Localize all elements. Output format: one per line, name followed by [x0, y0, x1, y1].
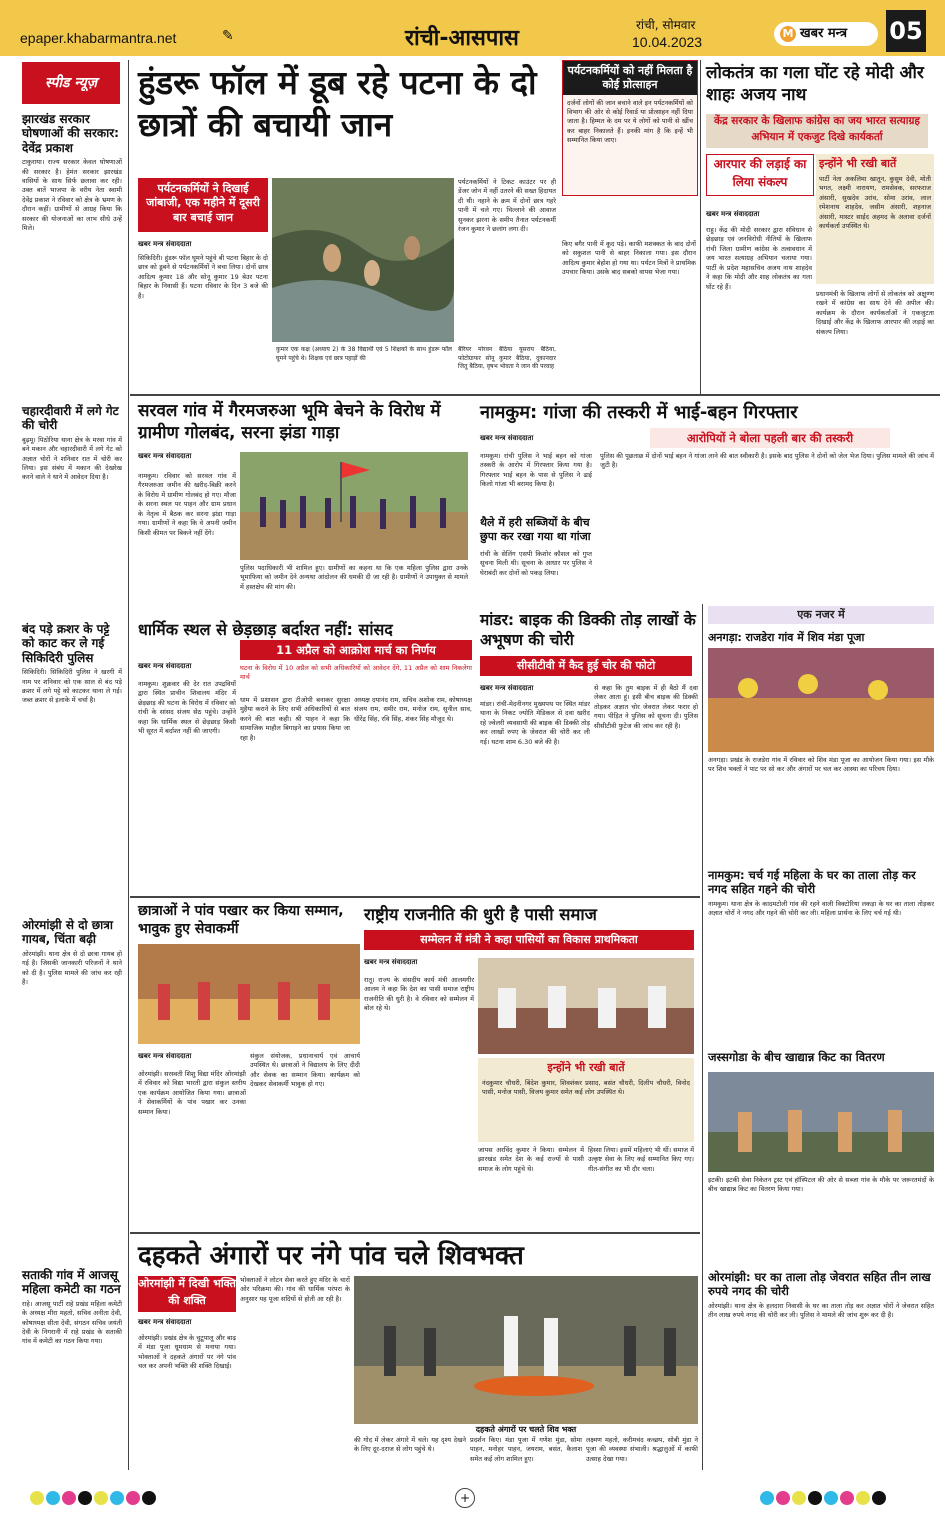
ganja-headline[interactable]: नामकुम: गांजा की तस्करी में भाई-बहन गिरफ्तार: [480, 402, 798, 423]
nazar-item-body: इटकी। इटकी सेवा निकेतन ट्रस्ट एवं हॉस्पिटल की ओर से सब्जा गांव के मौके पर जरूरतमंदों के बीच खाद्यान्न किट का वितरण किया गया।: [708, 1176, 934, 1194]
speed-news-label: स्पीड न्यूज़: [22, 62, 120, 104]
column-divider: [700, 60, 701, 395]
sarwal-body: नामकुम। रविवार को सरवल गांव में गैरमजरुआ जमीन की खरीद-बिक्री करने के विरोध में ग्रामीण गोलबंद हो गए। मौजा के सरना स्थल पर पाहन और ग्राम प्रधान के नेतृत्व में बैठक कर सरना झंडा गाड़ा गया। ग्रामीणों ने कहा कि वे अपनी जमीन किसी कीमत पर बिकने नहीं देंगे।: [138, 472, 236, 537]
speed-news-item[interactable]: [22, 918, 122, 1250]
nazar-item-title: अनगड़ा: राजडेरा गांव में शिव मंडा पूजा: [708, 631, 865, 644]
pasi-body-2: जापस अरविंद कुमार ने किया। सम्मेलन में झारखंड समेत देश के कई राज्यों से पासी समाज के लोग पहुंचे थे।: [478, 1146, 584, 1173]
color-dots-left: [30, 1490, 158, 1509]
masthead: [0, 0, 945, 56]
shiv-kicker: ओरमांझी में दिखी भक्ति की शक्ति: [138, 1276, 236, 1312]
speed-news-body: ओरमांझी। थाना क्षेत्र से दो छात्रा गायब हो गई है। जिसकी जानकारी परिजनों ने थाने को दी है। पुलिस मामले की जांच कर रही है।: [22, 949, 122, 987]
pasi-photo: [478, 958, 694, 1054]
shiv-photo: [354, 1276, 698, 1424]
shiv-body-4: प्रदर्शन किए। मंडा पूजा में गणेश मुंडा, सोमा पाहन, मनोहर पाहन, जयराम, बसंत, कैलाश समेत कई लोग शामिल हुए।: [470, 1436, 582, 1463]
speed-news-body: टाकुराया। राज्य सरकार केवल घोषणाओं की सरकार है। हेमंत सरकार झारखंड वासियों के साथ सिर्फ छलावा कर रही। उक्त बातें भाजपा के वरीय नेता स्वामी देवेंद्र प्रकाश ने रविवार को क्षेत्र के भ्रमण के दौरान कहीं। ग्रामीणों से आग्रह किया कि सरकार की योजनाओं का लाभ सीधे उन्हें मिले।: [22, 158, 122, 233]
section-rule: [130, 1232, 700, 1234]
pasi-byline: खबर मन्त्र संवाददाता: [364, 958, 418, 966]
page-number: 05: [886, 10, 926, 52]
speed-news-item[interactable]: [22, 112, 122, 368]
dharmik-byline: खबर मन्त्र संवाददाता: [138, 662, 192, 670]
section-title: रांची-आसपास: [405, 26, 519, 51]
column-divider: [702, 604, 703, 1470]
mandar-headline[interactable]: मांडर: बाइक की डिक्की तोड़ लाखों के अभूषण की चोरी: [480, 611, 696, 650]
pasi-kicker: सम्मेलन में मंत्री ने कहा पासियों का विकास प्राथमिकता: [364, 930, 694, 950]
pasi-body-3: हिस्सा लिया। इसमें महिलाएं भी थीं। समाज में उत्कृष्ट सेवा के लिए कई सम्मानित किए गए। गीत-संगीत का भी दौर चला।: [588, 1146, 694, 1173]
nazar-item-title: जस्सगोडा के बीच खाद्यान्न किट का वितरण: [708, 1050, 885, 1064]
pasi-body: रातू। राज्य के संसदीय कार्य मंत्री आलमगीर आलम ने कहा कि देश का पासी समाज राष्ट्रीय राजनीति की धुरी है। वे रविवार को सम्मेलन में बोल रहे थे।: [364, 976, 474, 1013]
section-rule: [130, 896, 700, 898]
nazar-item[interactable]: [708, 868, 934, 1050]
shiv-caption: दहकते अंगारों पर चलते शिव भक्त: [475, 1425, 577, 1434]
mandar-right-body: से कहा कि तुम बाइक में ही बैठो मैं दवा लेकर आता हूं। इसी बीच बाइक की डिक्की तोड़कर अज्ञात चोर जेवरात लेकर फरार हो गया। पीड़ित ने पुलिस को सूचना दी। पुलिस सीसीटीवी फुटेज की जांच कर रही है।: [594, 684, 698, 730]
ganja-body: नामकुम। रांची पुलिस ने भाई बहन को गांजा तस्करी के आरोप में गिरफ्तार किया गया है। गिरफ्तार भाई बहन के पास से पुलिस ने ढाई किलो गांजा भी बरामद किया है।: [480, 452, 592, 489]
print-registration-bar: [0, 1478, 945, 1517]
city-day: रांची, सोमवार: [636, 18, 696, 32]
lead-right-body: किए बगैर पानी में कूद पड़े। काफी मशक्कत के बाद दोनों को सकुशल पानी से बाहर निकाला गया। इस दौरान आदित्य कुमार बेहोश हो गया था। पर्यटन मित्रों ने प्राथमिक उपचार किया। उसके बाद सबको वापस भेजा गया।: [562, 240, 696, 277]
pasi-present-title: इन्होंने भी रखी बातें: [547, 1061, 625, 1074]
nazar-item-body: अनगड़ा। प्रखंड के राजडेरा गांव में रविवार को शिव मंडा पूजा का आयोजन किया गया। इस मौके पर शिव भक्तों ने पाट पर सो कर और अंगारों पर चल कर आस्था का परिचय दिया।: [708, 756, 934, 774]
dharmik-body-3: अध्यक्ष दयानंद राम, सचिव अशोक राम, कोषाध्यक्ष संजय राम, समीर राम, मनोज राम, सुनील साव, धीरेंद्र सिंह, रवि सिंह, शंकर सिंह मौजूद थे।: [354, 696, 472, 723]
nazar-item[interactable]: [708, 1270, 934, 1452]
tourism-box-title: पर्यटनकर्मियों को नहीं मिलता है कोई प्रोत्साहन: [563, 61, 697, 95]
speed-news-title: झारखंड सरकार घोषणाओं की सरकार: देवेंद्र प्रकाश: [22, 112, 119, 155]
ganja-body-2: रांची के सेलिंग एसपी किशोर कौशल को गुप्त सूचना मिली थी। सूचना के आधार पर पुलिस ने घेराबंदी कर दोनों को पकड़ लिया।: [480, 550, 592, 577]
sarwal-right-body: पुलिस पदाधिकारी भी शामिल हुए। ग्रामीणों का कहना था कि एक महिला पुलिस द्वारा उनके भूमाफिया को जमीन देने अन्यथा आंदोलन की धमकी दी जा रही है। ग्रामीणों ने उपायुक्त से मामले में हस्तक्षेप की मांग की।: [240, 564, 468, 591]
ajay-byline: खबर मन्त्र संवाददाता: [706, 210, 760, 218]
ajay-subhead: केंद्र सरकार के खिलाफ कांग्रेस का जय भारत सत्याग्रह अभियान में एकजुट दिखे कार्यकर्ता: [706, 114, 928, 148]
students-photo: [138, 944, 360, 1044]
dharmik-headline[interactable]: धार्मिक स्थल से छेड़छाड़ बर्दाश्त नहीं: सांसद: [138, 620, 393, 639]
edition-date: 10.04.2023: [632, 34, 703, 50]
speed-news-body: सिकिदिरी। सिकिदिरी पुलिस ने खरगी में नाम पर शनिवार को एक साल से बंद पड़े क्रशर में लगे पट्टे को काटकर थाना ले गई। जब्त क्रशर से इलाके में चर्चा है।: [22, 668, 122, 705]
sarwal-headline[interactable]: सरवल गांव में गैरमजरुआ भूमि बेचने के विरोध में ग्रामीण गोलबंद, सरना झंडा गाड़ा: [138, 401, 441, 444]
nazar-item[interactable]: [708, 1050, 934, 1065]
column-divider: [128, 60, 129, 1470]
ajay-present-title: इन्होंने भी रखी बातें: [819, 157, 897, 170]
pointer-icon: ✎: [222, 28, 234, 44]
lead-caption: कुमार एक कक्ष (अध्याय 2) के 38 विद्यार्थी एवं 5 शिक्षकों के साथ हुंडरू फॉल घूमने पहुंचे थे। शिक्षक एवं छात्र पहाड़ों की: [276, 346, 452, 362]
shiv-body-2: भोक्ताओं ने लोटन सेवा करते हुए मंदिर के चारों ओर परिक्रमा की। गांव की धार्मिक परंपरा के अनुसार यह पूजा सदियों से होती आ रही है।: [240, 1276, 350, 1303]
speed-news-title: ओरमांझी से दो छात्रा गायब, चिंता बढ़ी: [22, 918, 114, 947]
dharmik-kicker: 11 अप्रैल को आक्रोश मार्च का निर्णय: [240, 640, 472, 660]
ajay-present-box: [816, 154, 934, 284]
ajay-right-body: प्रधानमंत्री के खिलाफ लोगों से लोकतंत्र को अक्षुण्ण रखने में कांग्रेस का साथ देने की अपील की। कार्यक्रम के दौरान कार्यकर्ताओं ने एकजुटता दिखाई और केंद्र के खिलाफ आरपार की लड़ाई का संकल्प लिया।: [816, 290, 934, 336]
brand-name: खबर मन्त्र: [800, 26, 848, 41]
students-byline: खबर मन्त्र संवाददाता: [138, 1052, 192, 1060]
speed-news-item[interactable]: [22, 1268, 122, 1440]
tourism-box: [562, 60, 698, 196]
ganja-right-body: पुलिस की पूछताछ में दोनों भाई बहन ने गांजा लाने की बात स्वीकारी है। इसके बाद पुलिस ने दोनों को जेल भेज दिया। पुलिस मामले की जांच में जुटी है।: [600, 452, 934, 470]
ajay-present-body: पार्टी नेता अकलिमा खातून, कुसुम देवी, मोती भगत, लक्ष्मी नारायण, रामसेवक, सरफराज अंसारी, सुखदेव उरांव, सोमा उरांव, लाल रमेशनाथ शाहदेव, जसीम अंसारी, शहनाज अंसारी, मास्टर साईद अहमद के अलावा दर्जनों कार्यकर्ता उपस्थित थे।: [819, 175, 931, 231]
ajay-box: आरपार की लड़ाई का लिया संकल्प: [706, 154, 814, 196]
speed-news-title: चहारदीवारी में लगे गेट की चोरी: [22, 404, 119, 433]
ganja-subhead: थैले में हरी सब्जियों के बीच छुपा कर रखा गया था गांजा: [480, 516, 591, 544]
nazar-item-body: ओरमांझी। थाना क्षेत्र के हलदारा निवासी के घर का ताला तोड़ कर अज्ञात चोरों ने जेवरात सहित तीन लाख रुपये नगद की चोरी कर ली। पुलिस ने मामले की जांच शुरू कर दी है।: [708, 1301, 934, 1320]
dharmik-body: नामकुम। शुक्रवार की देर रात उपद्रवियों द्वारा स्थित प्राचीन शिवालय मंदिर में छेड़छाड़ की घटना के विरोध में रविवार को रांची के सांसद संजय सेठ पहुंचे। उन्होंने कहा कि धार्मिक स्थल से छेड़छाड़ किसी भी सूरत में बर्दाश्त नहीं की जाएगी।: [138, 680, 236, 736]
nazar-item[interactable]: [708, 630, 934, 645]
speed-news-item[interactable]: [22, 404, 122, 606]
brand-logo[interactable]: [774, 22, 878, 46]
speed-news-body: राहे। आजसू पार्टी राहे प्रखंड महिला कमेटी के अध्यक्ष मीरा महतो, सचिव अनीता देवी, कोषाध्यक्ष सीता देवी, संगठन सचिव जयंती देवी के निगरानी में राहे प्रखंड के सताकी गांव में कमेटी का गठन किया गया।: [22, 1299, 122, 1346]
pasi-headline[interactable]: राष्ट्रीय राजनीति की धुरी है पासी समाज: [364, 905, 597, 924]
shiv-body: ओरमांझी। प्रखंड क्षेत्र के चुटूपालू और बाढ़ में मंडा पूजा धूमधाम से मनाया गया। भोक्ताओं ने दहकते अंगारों पर नंगे पांव चल कर अपनी भक्ति की शक्ति दिखाई।: [138, 1334, 236, 1371]
nazar-item-title: ओरमांझी: घर का ताला तोड़ जेवरात सहित तीन लाख रुपये नगद की चोरी: [708, 1270, 931, 1299]
ganja-byline: खबर मन्त्र संवाददाता: [480, 434, 534, 442]
lead-body: सिकिदिरी। हुंडरू फॉल घूमने पहुंचे बी पटना बिहार के दो छात्र को डूबने से पर्यटनकर्मियों ने बचा लिया। दोनों छात्र आदित्य कुमार 18 और सोनू कुमार 19 बेउर पटना बिहार के निवासी हैं। घटना रविवार के दिन 3 बजे की है।: [138, 254, 268, 300]
ajay-body: राहु। केंद्र की मोदी सरकार द्वारा संविधान से छेड़छाड़ एवं जनविरोधी नीतियों के खिलाफ रांची जिला ग्रामीण कांग्रेस के तत्वावधान में जय भारत सत्याग्रह अभियान चलाया गया। पार्टी के प्रदेश महासचिव अजय नाथ शाहदेव ने कहा कि मोदी और शाह लोकतंत्र का गला घोंट रहे हैं।: [706, 226, 812, 291]
lead-mid-caption: बैरियर मोरवन बैठिया यूसराय बैठिया, फोटोग्राफर सोनू कुमार बैठिया, दुकानदार जितू बैठिया, वृषभ भोवता ने जान की परवाह: [458, 346, 556, 371]
mandar-kicker: सीसीटीवी में कैद हुई चोर की फोटो: [480, 656, 692, 676]
shiv-body-3: की गोद में लेकर अंगारे में चले। यह दृश्य देखने के लिए दूर-दराज से लोग पहुंचे थे।: [354, 1436, 466, 1454]
pasi-present-body: नंदकुमार चौधरी, बिंदेश कुमार, शिवशंकर प्रसाद, बसंत चौधरी, दिलीप चौधरी, विनोद पासी, मनोज पासी, विजय कुमार समेत कई लोग उपस्थित थे।: [482, 1079, 690, 1097]
students-headline[interactable]: छात्राओं ने पांव पखार कर किया सम्मान, भावुक हुए सेवाकर्मी: [138, 903, 344, 938]
registration-mark-icon: +: [455, 1488, 475, 1508]
shiv-byline: खबर मन्त्र संवाददाता: [138, 1318, 192, 1326]
sarwal-photo: [240, 452, 468, 560]
students-right-body: संकुल संयोजक, प्रधानाचार्य एवं आचार्य उपस्थित थे। छात्राओं ने विद्यालय के लिए दीदी और सेवक का सम्मान किया। कार्यक्रम को देखकर सेवाकर्मी भावुक हो गए।: [250, 1052, 360, 1089]
shiv-body-5: लक्ष्मण महतो, करीमचंद कच्छप, सोबी मुंडा ने पूजा की व्यवस्था संभाली। श्रद्धालुओं में काफी उत्साह देखा गया।: [586, 1436, 698, 1463]
nazar-photo-2: [708, 1072, 934, 1172]
students-body: ओरमांझी। सरस्वती शिशु विद्या मंदिर ओरमांझी में रविवार को विद्या भारती द्वारा संकुल स्तरीय एक कार्यक्रम आयोजित किया गया। छात्राओं ने सेवाकर्मियों के पांव पखार कर उनका सम्मान किया।: [138, 1070, 246, 1116]
lead-headline[interactable]: हुंडरू फॉल में डूब रहे पटना के दो छात्रों की बचायी जान: [138, 63, 537, 145]
nazar-label: एक नजर में: [708, 606, 934, 624]
color-dots-right: [760, 1490, 888, 1509]
ajay-headline[interactable]: लोकतंत्र का गला घोंट रहे मोदी और शाहः अजय नाथ: [706, 63, 924, 106]
epaper-url[interactable]: epaper.khabarmantra.net: [20, 30, 177, 46]
lead-mid-body: पर्यटनकर्मियों ने टिकट काउंटर पर ही डेंजर जोन में नहीं उतरने की सख्त हिदायत दी थी। नहाने के क्रम में दोनों छात्र गहरे पानी में चले गए। चिल्लाने की आवाज सुनकर झरना के समीप तैनात पर्यटनकर्मी रंजन कुमार ने छलांग लगा दी।: [458, 178, 556, 234]
nazar-photo-1: [708, 648, 934, 752]
section-rule: [130, 394, 940, 396]
nazar-item-body: नामकुम। थाना क्षेत्र के कादमटोली गांव की रहने वाली विक्टोरिया लकड़ा के घर का ताला तोड़कर अज्ञात चोरों ने नगद और गहने की चोरी कर ली। महिला प्रार्थना के लिए चर्च गई थी।: [708, 899, 934, 918]
dharmik-note: घटना के विरोध में 10 अप्रैल को सभी अधिकारियों को आवेदन देंगे, 11 अप्रैल को शाम निकलेगा मार्च: [240, 664, 472, 682]
mandar-body: मांडर। रांची-मेदनीनगर मुख्यपथ पर स्थित मांडर थाना के निकट ज्योति मेडिकल से दवा खरीद रहे ज्वेलरी व्यवसायी की बाइक की डिक्की तोड़ कर लाखों रुपए के जेवरात की चोरी कर ली गई। घटना शाम 6.30 बजे की है।: [480, 700, 590, 746]
speed-news-title: सताकी गांव में आजसू महिला कमेटी का गठन: [22, 1268, 121, 1297]
speed-news-item[interactable]: [22, 622, 122, 878]
shiv-headline[interactable]: दहकते अंगारों पर नंगे पांव चले शिवभक्त: [138, 1241, 524, 1271]
lead-kicker: पर्यटनकर्मियों ने दिखाई जांबाजी, एक महीने में दूसरी बार बचाई जान: [138, 178, 268, 232]
sarwal-byline: खबर मन्त्र संवाददाता: [138, 452, 192, 460]
lead-photo: [272, 178, 454, 342]
mandar-byline: खबर मन्त्र संवाददाता: [480, 684, 534, 692]
speed-news-body: बुढ़मू। पिठोरिया थाना क्षेत्र के मरवा गांव में बने मकान और चहारदीवारी में लगे गेट को अज्ञात चोरों ने शनिवार रात में चोरी कर लिया। इस संबंध में मकान की देखरेख करने वाले ने थाने में आवेदन दिया है।: [22, 435, 122, 482]
dharmik-body-2: धाम में प्रशासन द्वारा टीओपी बनाकर सुरक्षा मुहैया कराने के लिए सभी अधिकारियों से बात करने की बात कही। श्री पाहन ने कहा कि सामाजिक माहौल बिगाड़ने का प्रयास किया जा रहा है।: [240, 696, 350, 742]
lead-byline: खबर मन्त्र संवाददाता: [138, 240, 192, 248]
pasi-present-box: [478, 1058, 694, 1142]
ganja-kicker: आरोपियों ने बोला पहली बार की तस्करी: [650, 428, 890, 448]
tourism-box-body: दर्जनों लोगों की जान बचाने वाले इन पर्यटनकर्मियों को विभाग की ओर से कोई रिवार्ड या प्रोत्साहन नहीं दिया जाता है। हिम्मत के दम पर ये लोगों को पानी से खींच कर बाहर निकालते हैं। इनकी मांग है कि इन्हें भी सम्मानित किया जाए।: [567, 98, 693, 145]
brand-logo-icon: M: [780, 26, 796, 42]
speed-news-title: बंद पड़े क्रशर के पट्टे को काट कर ले गई सिकिदिरी पुलिस: [22, 622, 110, 665]
nazar-item-title: नामकुम: चर्च गई महिला के घर का ताला तोड़ कर नगद सहित गहने की चोरी: [708, 868, 916, 897]
